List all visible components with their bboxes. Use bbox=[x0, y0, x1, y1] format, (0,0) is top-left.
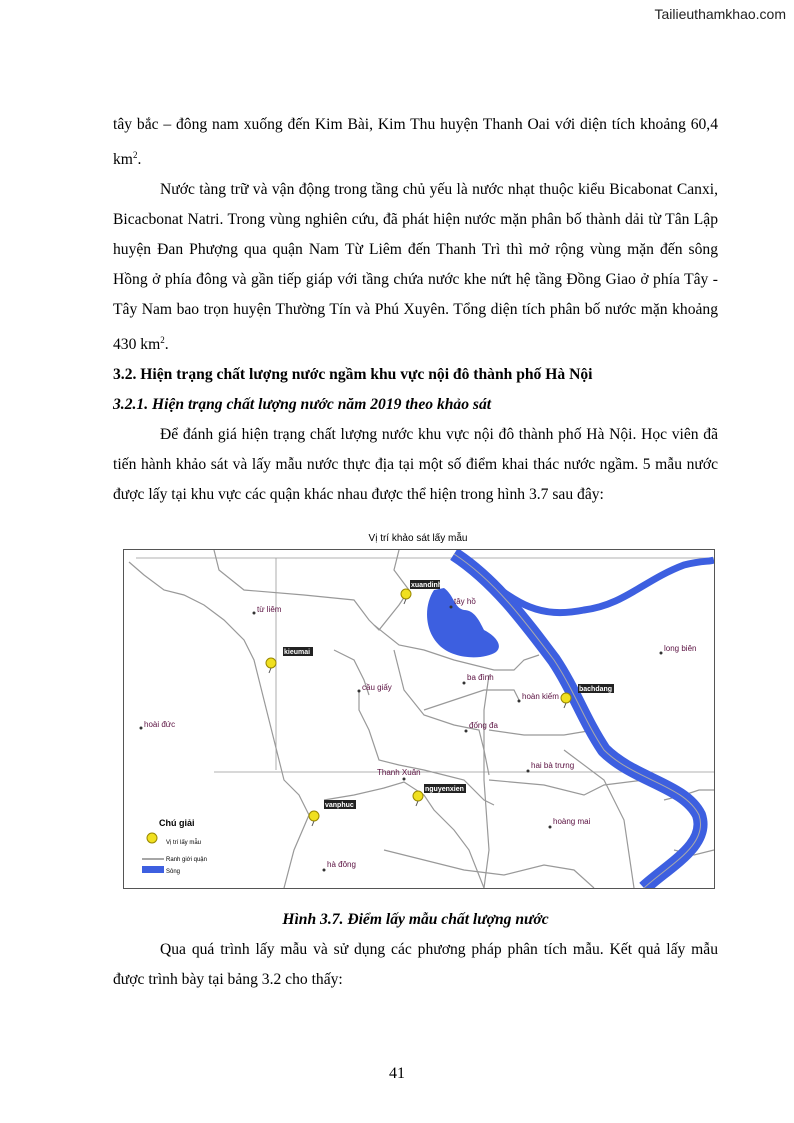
pin-label: bachdang bbox=[579, 686, 613, 693]
punct: . bbox=[164, 336, 169, 354]
paragraph-text: tây bắc – đông nam xuống đến Kim Bài, Kim Thu huyện Thanh Oai với diện tích khoảng 60,4 km bbox=[113, 116, 718, 169]
river-swatch-icon bbox=[142, 866, 164, 873]
pin-label: vanphuc bbox=[325, 802, 354, 809]
district-label: Thanh Xuân bbox=[377, 768, 421, 777]
superscript: 2 bbox=[132, 150, 138, 160]
pin-icon bbox=[147, 833, 157, 843]
paragraph bbox=[113, 110, 718, 175]
paragraph: Để đánh giá hiện trạng chất lượng nước khu vực nội đô thành phố Hà Nội. Học viên đã tiến hành khảo sát và lấy mẫu nước thực địa tại một số điểm khai thác nước ngầm. 5 mẫu nước được lấy tại khu vực các quận khác nhau được thể hiện trong hình 3.7 sau đây: bbox=[113, 426, 718, 504]
pin-label: kieumai bbox=[284, 649, 311, 656]
district-label: hai bà trưng bbox=[531, 761, 575, 770]
page-number: 41 bbox=[389, 1065, 405, 1082]
district-label: hoàn kiếm bbox=[522, 692, 559, 701]
pin-label: xuandinh bbox=[411, 582, 443, 589]
paragraph bbox=[113, 175, 718, 360]
section-heading: 3.2. Hiện trạng chất lượng nước ngầm khu vực nội đô thành phố Hà Nội bbox=[113, 366, 593, 384]
district-label: hà đông bbox=[327, 860, 356, 869]
watermark: Tailieuthamkhao.com bbox=[654, 6, 786, 22]
body-text-top bbox=[113, 110, 718, 510]
map-title: Vị trí khảo sát lấy mẫu bbox=[368, 533, 468, 544]
district-label: từ liêm bbox=[257, 605, 282, 614]
subsection-heading: 3.2.1. Hiện trạng chất lượng nước năm 2019 theo khảo sát bbox=[113, 396, 492, 414]
district-label: cầu giấy bbox=[362, 683, 392, 692]
pin-nguyenxien[interactable] bbox=[413, 784, 466, 806]
district-label: tây hồ bbox=[454, 597, 476, 606]
pin-kieumai[interactable] bbox=[266, 647, 313, 673]
punct: . bbox=[137, 151, 142, 169]
legend-river: Sông bbox=[166, 869, 181, 875]
sampling-map bbox=[123, 549, 715, 889]
map-legend bbox=[129, 804, 249, 888]
pin-vanphuc[interactable] bbox=[309, 800, 356, 826]
legend-pin: Vị trí lấy mẫu bbox=[166, 840, 202, 846]
superscript: 2 bbox=[160, 335, 165, 346]
paragraph: Qua quá trình lấy mẫu và sử dụng các phương pháp phân tích mẫu. Kết quả lấy mẫu được trình bày tại bảng 3.2 cho thấy: bbox=[113, 941, 718, 988]
pin-label: nguyenxien bbox=[425, 786, 464, 793]
district-label: đống đa bbox=[469, 721, 498, 730]
district-label: long biên bbox=[664, 644, 697, 653]
figure-caption: Hình 3.7. Điểm lấy mẫu chất lượng nước bbox=[282, 911, 549, 928]
legend-boundary: Ranh giới quận bbox=[166, 857, 207, 863]
district-label: ba đình bbox=[467, 673, 494, 682]
legend-title: Chú giải bbox=[159, 818, 195, 828]
grid-lines bbox=[136, 558, 714, 772]
body-text-bottom bbox=[113, 905, 718, 995]
paragraph-text: Nước tàng trữ và vận động trong tầng chủ yếu là nước nhạt thuộc kiểu Bicabonat Canxi, Bicacbonat Natri. Trong vùng nghiên cứu, đã phát hiện nước mặn phân bố thành dải từ Tân Lập huyện Đan Phượng qua quận Nam Từ Liêm đến Thanh Trì thì mở rộng vùng mặn đến sông Hồng ở phía đông và gần tiếp giáp với tầng chứa nước khe nứt hệ tầng Đồng Giao ở phía Tây - Tây Nam bao trọn huyện Thường Tín và Phú Xuyên. Tổng diện tích phân bố nước mặn khoảng 430 km bbox=[113, 181, 718, 354]
district-label: hoàng mai bbox=[553, 817, 591, 826]
map-canvas bbox=[124, 550, 714, 888]
district-label: hoài đức bbox=[144, 720, 176, 729]
